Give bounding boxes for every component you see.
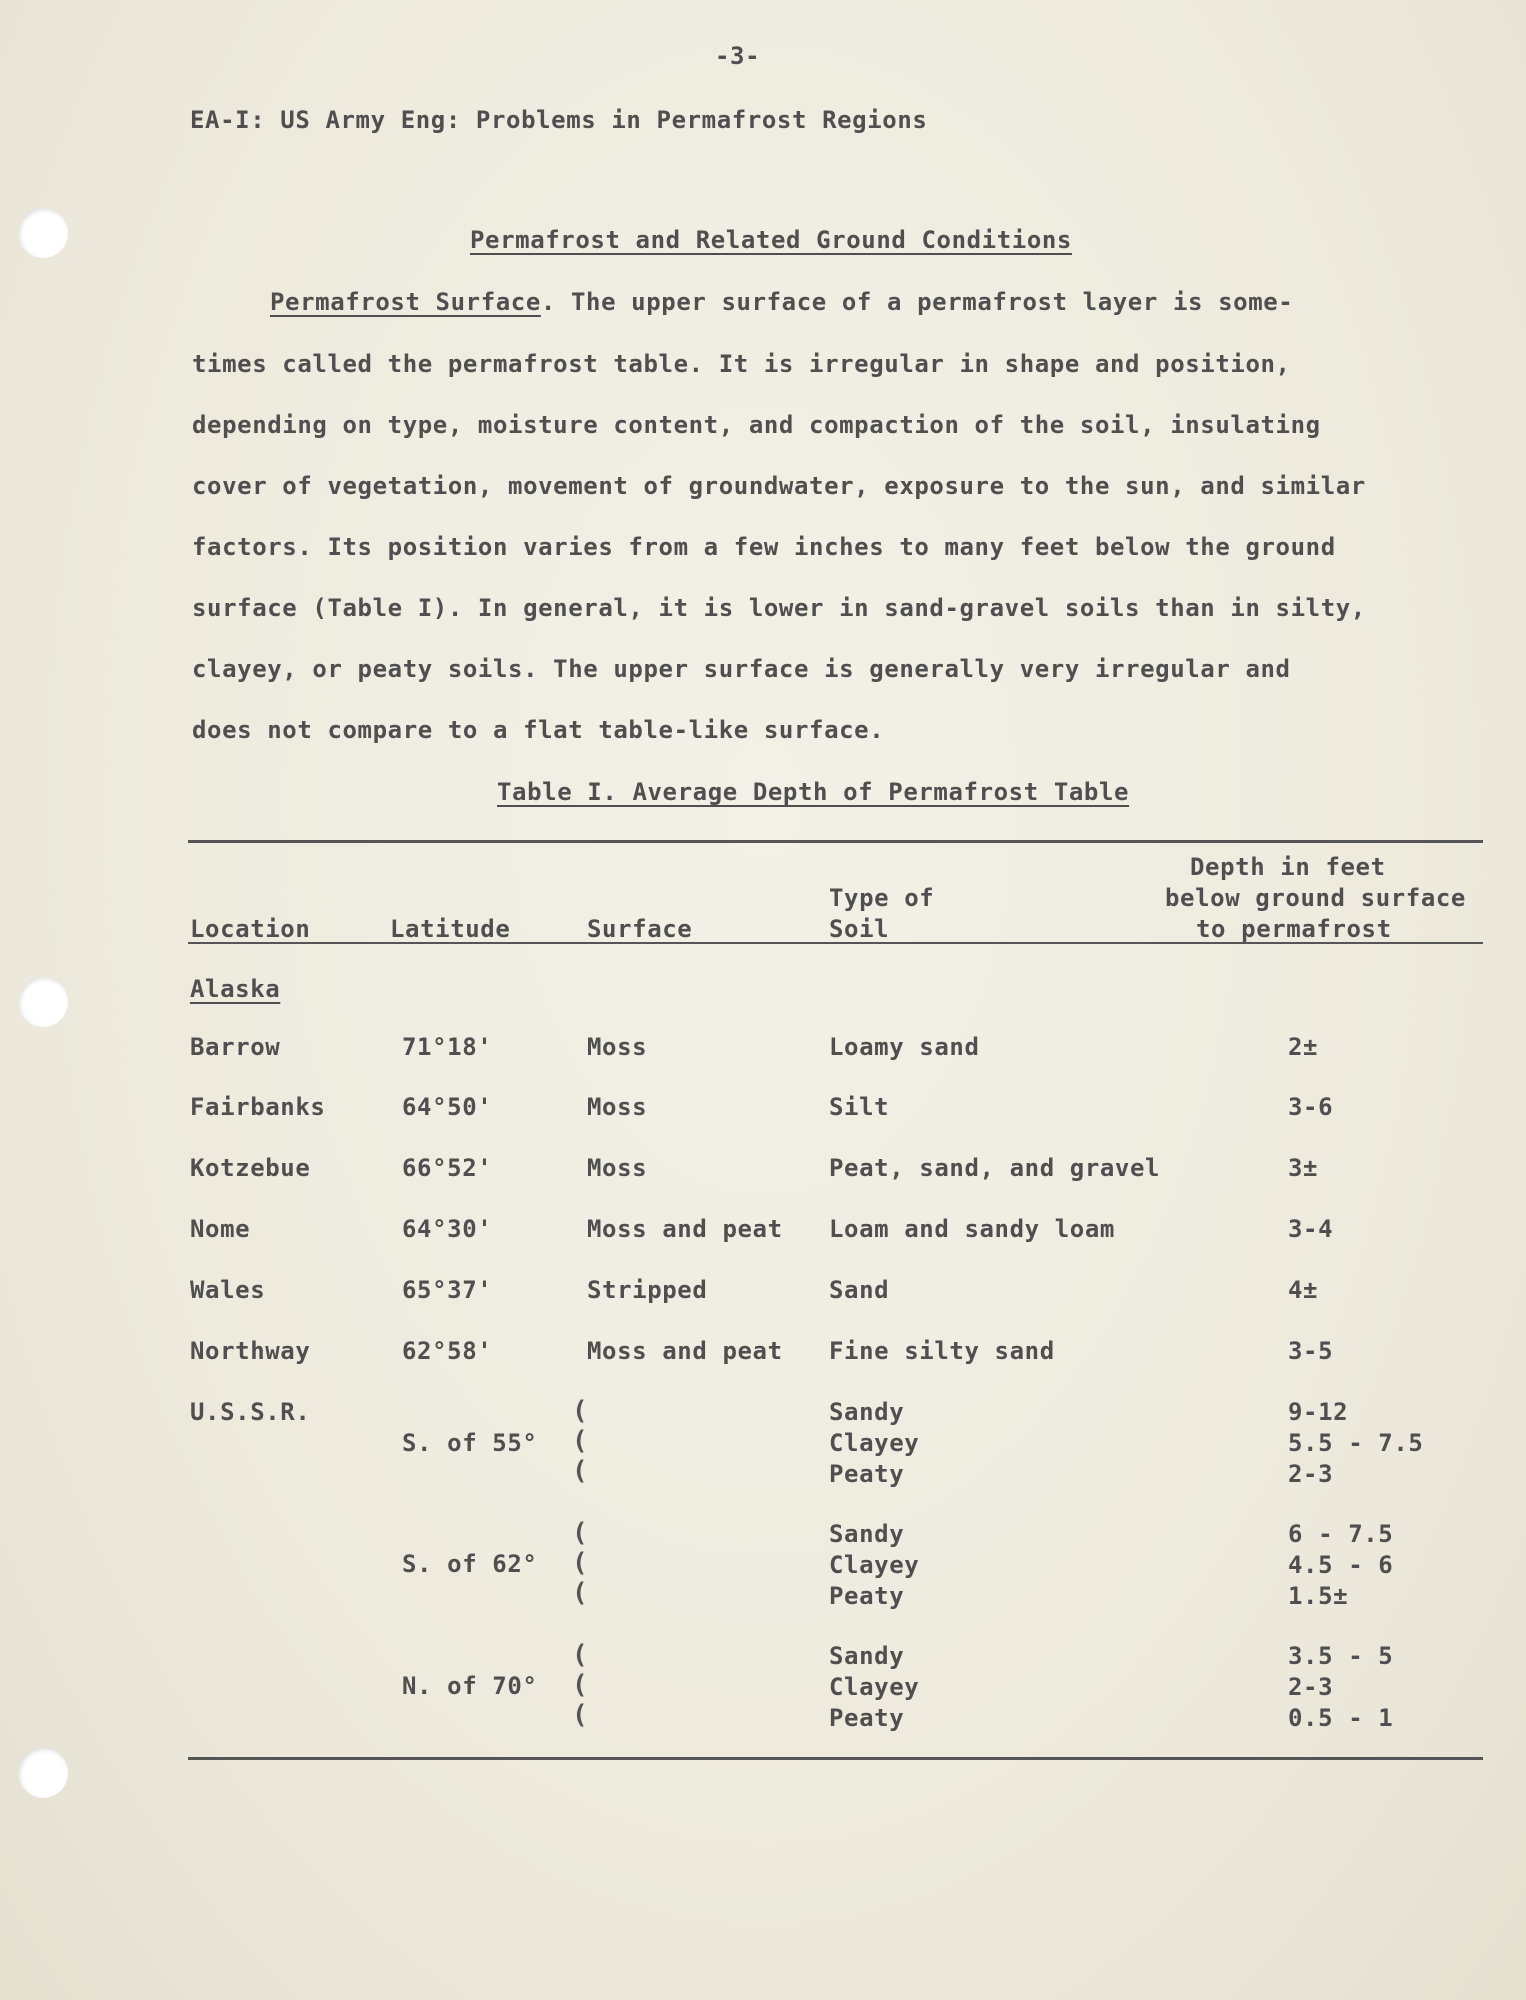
cell-soil: Loamy sand xyxy=(829,1033,980,1061)
paragraph-line-4: cover of vegetation, movement of groundwater, exposure to the sun, and similar xyxy=(192,472,1366,500)
cell-surface: Moss xyxy=(587,1093,648,1121)
ussr-soil: Peaty xyxy=(829,1582,905,1610)
table-bottom-rule xyxy=(188,1757,1483,1760)
cell-surface: Moss xyxy=(587,1033,648,1061)
bracket-paren: ( ( ( xyxy=(572,1518,588,1608)
ussr-depth: 1.5± xyxy=(1288,1582,1349,1610)
cell-soil: Peat, sand, and gravel xyxy=(829,1154,1161,1182)
cell-location: Nome xyxy=(190,1215,251,1243)
cell-depth: 3± xyxy=(1288,1154,1319,1182)
cell-surface: Stripped xyxy=(587,1276,708,1304)
ussr-depth: 6 - 7.5 xyxy=(1288,1520,1394,1548)
cell-surface: Moss xyxy=(587,1154,648,1182)
paragraph-line-1 xyxy=(270,288,1293,316)
cell-latitude: 64°30' xyxy=(402,1215,493,1243)
ussr-latitude: N. of 70° xyxy=(402,1672,538,1700)
ussr-depth: 9-12 xyxy=(1288,1398,1349,1426)
ussr-depth: 4.5 - 6 xyxy=(1288,1551,1394,1579)
cell-depth: 3-6 xyxy=(1288,1093,1334,1121)
cell-location: Fairbanks xyxy=(190,1093,326,1121)
ussr-depth: 3.5 - 5 xyxy=(1288,1642,1394,1670)
paragraph-line-5: factors. Its position varies from a few inches to many feet below the ground xyxy=(192,533,1336,561)
cell-location: Wales xyxy=(190,1276,266,1304)
section-title: Permafrost and Related Ground Conditions xyxy=(470,226,1072,254)
cell-soil: Sand xyxy=(829,1276,890,1304)
cell-location: Barrow xyxy=(190,1033,281,1061)
header-depth-line1: Depth in feet xyxy=(1190,853,1386,881)
table-title: Table I. Average Depth of Permafrost Table xyxy=(497,778,1130,806)
bracket-paren: ( ( ( xyxy=(572,1640,588,1730)
ussr-depth: 2-3 xyxy=(1288,1673,1334,1701)
cell-depth: 2± xyxy=(1288,1033,1319,1061)
cell-depth: 3-4 xyxy=(1288,1215,1334,1243)
header-soil-line1: Type of xyxy=(829,884,935,912)
header-location: Location xyxy=(190,915,311,943)
cell-latitude: 65°37' xyxy=(402,1276,493,1304)
paragraph-line-6: surface (Table I). In general, it is lower in sand-gravel soils than in silty, xyxy=(192,594,1366,622)
document-header: EA-I: US Army Eng: Problems in Permafrost Regions xyxy=(190,106,928,134)
paragraph-line-2: times called the permafrost table. It is irregular in shape and position, xyxy=(192,350,1291,378)
ussr-depth: 2-3 xyxy=(1288,1460,1334,1488)
header-soil-line2: Soil xyxy=(829,915,890,943)
cell-latitude: 66°52' xyxy=(402,1154,493,1182)
punch-hole xyxy=(18,1748,68,1798)
ussr-soil: Clayey xyxy=(829,1551,920,1579)
paragraph-line-7: clayey, or peaty soils. The upper surface is generally very irregular and xyxy=(192,655,1291,683)
ussr-soil: Clayey xyxy=(829,1673,920,1701)
ussr-soil: Peaty xyxy=(829,1460,905,1488)
cell-latitude: 64°50' xyxy=(402,1093,493,1121)
group-alaska: Alaska xyxy=(190,975,281,1003)
cell-latitude: 71°18' xyxy=(402,1033,493,1061)
ussr-latitude: S. of 55° xyxy=(402,1429,538,1457)
cell-soil: Loam and sandy loam xyxy=(829,1215,1115,1243)
cell-soil: Silt xyxy=(829,1093,890,1121)
ussr-soil: Sandy xyxy=(829,1642,905,1670)
header-depth-line3: to permafrost xyxy=(1196,915,1392,943)
cell-surface: Moss and peat xyxy=(587,1215,783,1243)
cell-surface: Moss and peat xyxy=(587,1337,783,1365)
ussr-soil: Sandy xyxy=(829,1520,905,1548)
cell-depth: 3-5 xyxy=(1288,1337,1334,1365)
paragraph-line-8: does not compare to a flat table-like surface. xyxy=(192,716,885,744)
header-latitude: Latitude xyxy=(390,915,511,943)
ussr-soil: Peaty xyxy=(829,1704,905,1732)
cell-soil: Fine silty sand xyxy=(829,1337,1055,1365)
cell-location: Kotzebue xyxy=(190,1154,311,1182)
page-number: -3- xyxy=(715,42,761,70)
cell-location: Northway xyxy=(190,1337,311,1365)
ussr-depth: 0.5 - 1 xyxy=(1288,1704,1394,1732)
bracket-paren: ( ( ( xyxy=(572,1396,588,1486)
cell-latitude: 62°58' xyxy=(402,1337,493,1365)
header-underline xyxy=(188,942,1483,944)
paragraph-heading: Permafrost Surface xyxy=(270,288,541,316)
group-ussr: U.S.S.R. xyxy=(190,1398,311,1426)
paragraph-line-3: depending on type, moisture content, and compaction of the soil, insulating xyxy=(192,411,1321,439)
ussr-latitude: S. of 62° xyxy=(402,1550,538,1578)
header-surface: Surface xyxy=(587,915,693,943)
table-top-rule xyxy=(188,840,1483,843)
punch-hole xyxy=(18,208,68,258)
header-depth-line2: below ground surface xyxy=(1165,884,1466,912)
ussr-soil: Clayey xyxy=(829,1429,920,1457)
cell-depth: 4± xyxy=(1288,1276,1319,1304)
punch-hole xyxy=(18,977,68,1027)
ussr-depth: 5.5 - 7.5 xyxy=(1288,1429,1424,1457)
paragraph-line-1-text: . The upper surface of a permafrost layer is some- xyxy=(540,288,1294,316)
ussr-soil: Sandy xyxy=(829,1398,905,1426)
